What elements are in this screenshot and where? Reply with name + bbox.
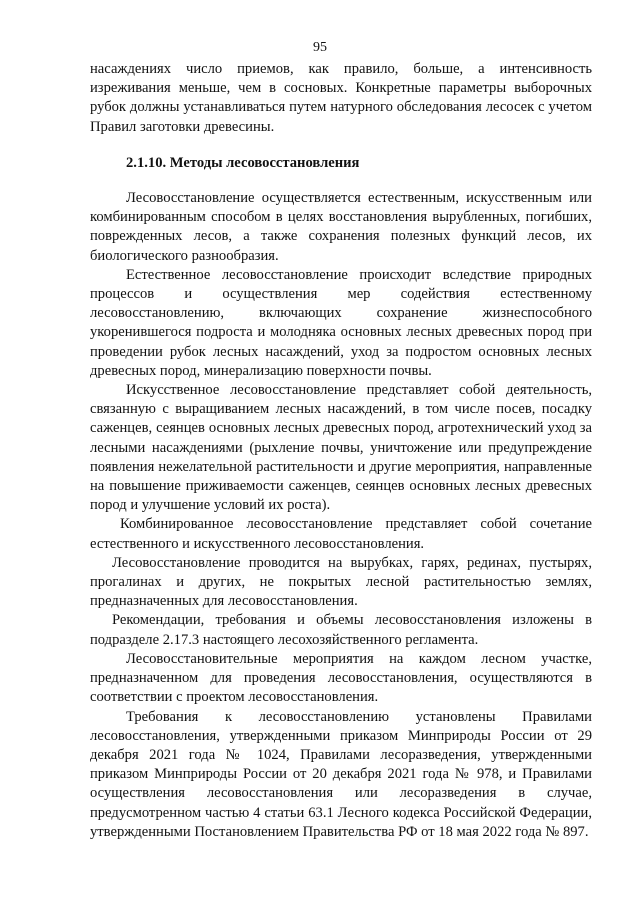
paragraph-natural-regeneration: Естественное лесовосстановление происходит вследствие природных процессов и осуществления мер содействия естественному лесовосстановлению, включающих сохранение жизнеспособного укоренившегося подроста и молодняка основных лесных древесных пород при проведении рубок лесных насаждений, уход за подростом основных лесных древесных пород, минерализацию поверхности почвы. bbox=[90, 266, 592, 379]
paragraph-continuation: насаждениях число приемов, как правило, больше, а интенсивность изреживания меньше, чем в сосновых. Конкретные параметры выборочных рубок должны устанавливаться путем натурного обследования лесосек с учетом Правил заготовки древесины. bbox=[90, 61, 592, 135]
paragraph-recommendations: Рекомендации, требования и объемы лесовосстановления изложены в подразделе 2.17.3 настоящего лесохозяйственного регламента. bbox=[90, 612, 592, 648]
paragraph-methods-overview: Лесовосстановление осуществляется естественным, искусственным или комбинированным способом в целях восстановления вырубленных, погибших, поврежденных лесов, а также сохранения полезных функций лесов, их биологического разнообразия. bbox=[90, 190, 592, 264]
section-heading: 2.1.10. Методы лесовосстановления bbox=[126, 154, 360, 171]
page-number: 95 bbox=[313, 40, 327, 55]
paragraph-artificial-regeneration: Искусственное лесовосстановление представляет собой деятельность, связанную с выращиванием лесных насаждений, в том числе посев, посадку саженцев, сеянцев основных лесных древесных пород, агротехнический уход за лесными насаждениями (рыхление почвы, уничтожение или предупреждение появления нежелательной растительности и другие мероприятия, направленные на повышение приживаемости саженцев, сеянцев основных лесных древесных пород и улучшение условий их роста). bbox=[90, 382, 592, 514]
paragraph-combined-regeneration: Комбинированное лесовосстановление представляет собой сочетание естественного и искусственного лесовосстановления. bbox=[90, 516, 592, 552]
body-text bbox=[90, 60, 592, 842]
paragraph-regeneration-activities: Лесовосстановительные мероприятия на каждом лесном участке, предназначенном для проведения лесовосстановления, осуществляются в соответствии с проектом лесовосстановления. bbox=[90, 650, 592, 706]
paragraph-regeneration-sites: Лесовосстановление проводится на вырубках, гарях, рединах, пустырях, прогалинах и других, не покрытых лесной растительностью землях, предназначенных для лесовосстановления. bbox=[90, 554, 592, 610]
paragraph-requirements: Требования к лесовосстановлению установлены Правилами лесовосстановления, утвержденными приказом Минприроды России от 29 декабря 2021 года № 1024, Правилами лесоразведения, утвержденными приказом Минприроды России от 20 декабря 2021 года № 978, и Правилами осуществления лесовосстановления или лесоразведения в случае, предусмотренном частью 4 статьи 63.1 Лесного кодекса Российской Федерации, утвержденными Постановлением Правительства РФ от 18 мая 2022 года № 897. bbox=[90, 708, 592, 840]
